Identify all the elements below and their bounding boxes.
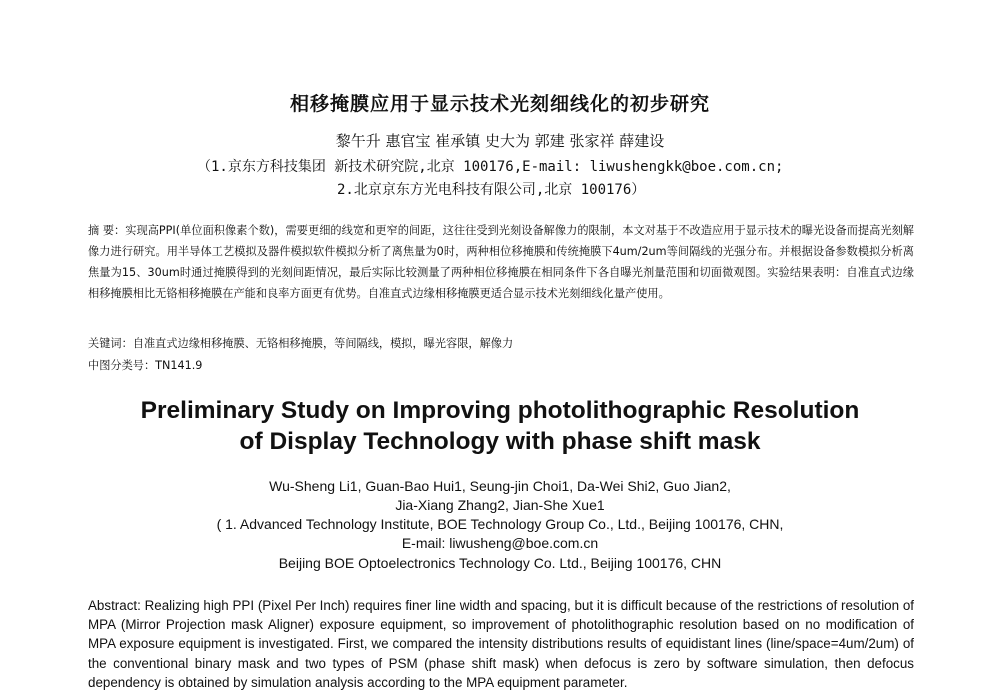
chinese-authors: 黎午升 惠官宝 崔承镇 史大为 郭建 张家祥 薛建设 [335, 132, 665, 150]
chinese-title: 相移掩膜应用于显示技术光刻细线化的初步研究 [289, 93, 710, 115]
english-abstract-label: Abstract: [88, 598, 145, 613]
chinese-abstract [88, 220, 914, 304]
chinese-classification-code: TN141.9 [155, 359, 203, 372]
english-title-line-1: Preliminary Study on Improving photolithographic Resolution [140, 397, 860, 424]
chinese-keywords-label: 关键词： [88, 337, 133, 350]
english-authors-line-1: Wu-Sheng Li1, Guan-Bao Hui1, Seung-jin Choi1, Da-Wei Shi2, Guo Jian2, [269, 478, 731, 494]
chinese-classification-label: 中图分类号： [88, 359, 156, 372]
chinese-abstract-label: 摘 要： [88, 224, 126, 237]
chinese-keywords-text: 自准直式边缘相移掩膜、无铬相移掩膜，等间隔线，模拟，曝光容限，解像力 [132, 337, 514, 350]
english-abstract [88, 596, 914, 692]
english-title [0, 395, 1000, 457]
english-authors-line-2: Jia-Xiang Zhang2, Jian-She Xue1 [395, 497, 605, 513]
english-title-line-2: of Display Technology with phase shift mask [239, 428, 761, 455]
english-abstract-text: Realizing high PPI (Pixel Per Inch) requires finer line width and spacing, but it is difficult because of the restrictions of resolution of MPA (Mirror Projection mask Aligner) exposure equipment, so improvement of photolithographic resolution based on no modification of MPA exposure equipment is investigated. First, we compared the intensity distributions results of equidistant lines (line/space=4um/2um) of the conventional binary mask and two types of PSM (phase shift mask) when defocus is zero by software simulation, then defocus dependency is obtained by simulation analysis according to the MPA equipment parameter. [88, 598, 914, 690]
chinese-keywords [88, 335, 513, 351]
english-affiliation-2: Beijing BOE Optoelectronics Technology Co. Ltd., Beijing 100176, CHN [278, 555, 722, 571]
chinese-affiliation-2: 2.北京京东方光电科技有限公司,北京 100176） [337, 182, 646, 198]
english-email: E-mail: liwusheng@boe.com.cn [401, 535, 599, 551]
chinese-affiliation-1: （1.京东方科技集团 新技术研究院,北京 100176,E-mail: liwushengkk@boe.com.cn; [197, 159, 784, 175]
english-affiliation-1: ( 1. Advanced Technology Institute, BOE Technology Group Co., Ltd., Beijing 100176, CHN, [216, 516, 784, 532]
chinese-abstract-text: 实现高PPI(单位面积像素个数)，需要更细的线宽和更窄的间距，这往往受到光刻设备解像力的限制，本文对基于不改造应用于显示技术的曝光设备而提高光刻解像力进行研究。用半导体工艺模拟及器件模拟软件模拟分析了离焦量为0时，两种相位移掩膜和传统掩膜下4um/2um等间隔线的光强分布。并根据设备参数模拟分析离焦量为15、30um时通过掩膜得到的光刻间距情况，最后实际比较测量了两种相位移掩膜在相同条件下各自曝光剂量范围和切面微观图。实验结果表明：自准直式边缘相移掩膜相比无铬相移掩膜在产能和良率方面更有优势。自准直式边缘相移掩膜更适合显示技术光刻细线化量产使用。 [88, 224, 914, 300]
chinese-classification [88, 357, 202, 373]
